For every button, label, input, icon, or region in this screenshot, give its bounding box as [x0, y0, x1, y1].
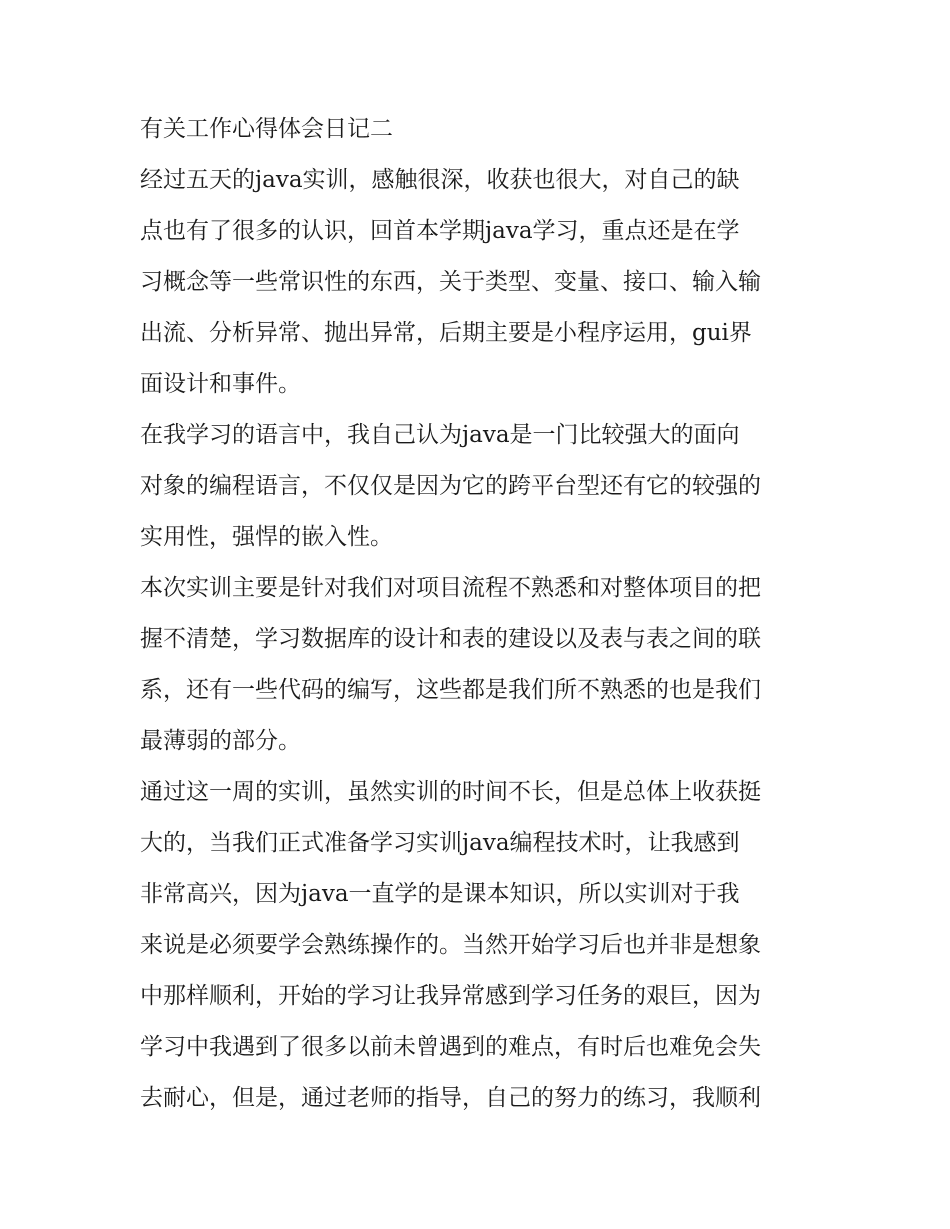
text-line: 去耐心，但是，通过老师的指导，自己的努力的练习，我顺利: [140, 1085, 761, 1111]
text-line: 点也有了很多的认识，回首本学期java学习，重点还是在学: [140, 218, 740, 244]
text-line: 非常高兴，因为java一直学的是课本知识，所以实训对于我: [140, 881, 740, 907]
text-line: 本次实训主要是针对我们对项目流程不熟悉和对整体项目的把: [140, 575, 761, 601]
text-line: 经过五天的java实训，感触很深，收获也很大，对自己的缺: [140, 167, 740, 193]
text-line: 通过这一周的实训，虽然实训的时间不长，但是总体上收获挺: [140, 779, 761, 805]
text-line: 对象的编程语言，不仅仅是因为它的跨平台型还有它的较强的: [140, 473, 761, 499]
text-line: 系，还有一些代码的编写，这些都是我们所不熟悉的也是我们: [140, 677, 761, 703]
text-line: 握不清楚，学习数据库的设计和表的建设以及表与表之间的联: [140, 626, 761, 652]
text-line: 大的，当我们正式准备学习实训java编程技术时，让我感到: [140, 830, 740, 856]
text-line: 实用性，强悍的嵌入性。: [140, 524, 393, 550]
text-line: 习概念等一些常识性的东西，关于类型、变量、接口、输入输: [140, 269, 761, 295]
text-line: 中那样顺利，开始的学习让我异常感到学习任务的艰巨，因为: [140, 983, 761, 1009]
document-title: 有关工作心得体会日记二: [140, 116, 393, 142]
text-line: 最薄弱的部分。: [140, 728, 301, 754]
text-line: 出流、分析异常、抛出异常，后期主要是小程序运用，gui界: [140, 320, 752, 346]
text-line: 面设计和事件。: [140, 371, 301, 397]
document-body: [140, 104, 820, 1124]
text-line: 在我学习的语言中，我自己认为java是一门比较强大的面向: [140, 422, 740, 448]
text-line: 来说是必须要学会熟练操作的。当然开始学习后也并非是想象: [140, 932, 761, 958]
text-line: 学习中我遇到了很多以前未曾遇到的难点，有时后也难免会失: [140, 1034, 761, 1060]
